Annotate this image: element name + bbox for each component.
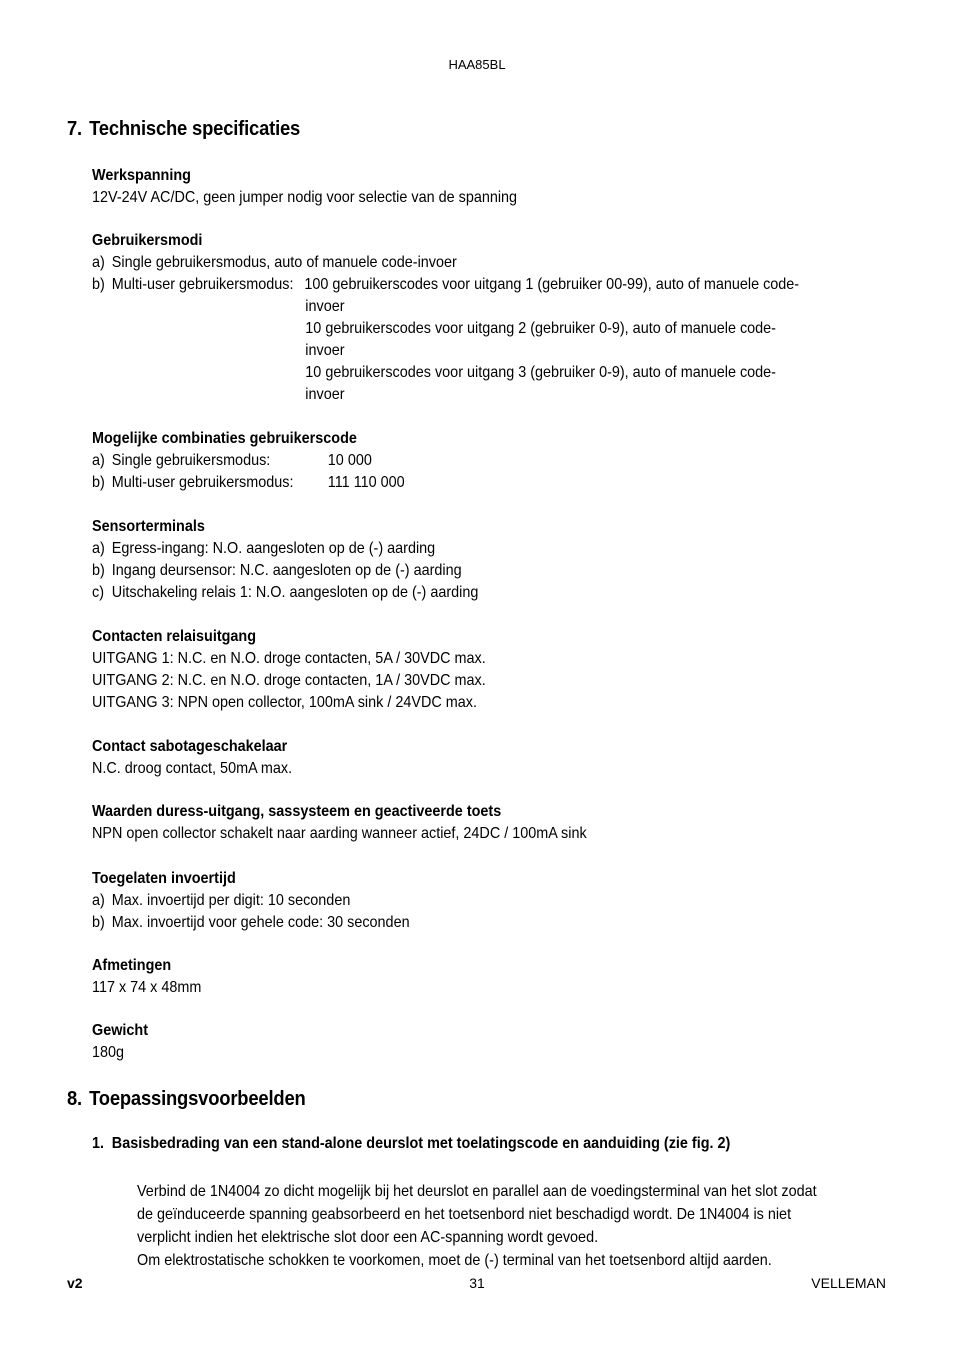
item-label: a) <box>92 254 105 271</box>
gebruikersmodi-item-b <box>92 274 812 296</box>
subsection-1-heading <box>92 1135 730 1153</box>
page-header-code: HAA85BL <box>448 57 506 72</box>
gewicht-block <box>92 1020 892 1064</box>
paragraph-line: Om elektrostatische schokken te voorkomen, moet de (-) terminal van het toetsenbord altijd aarden. <box>137 1252 772 1269</box>
gewicht-title: Gewicht <box>92 1022 149 1039</box>
subsection-1-title: Basisbedrading van een stand-alone deurslot met toelatingscode en aanduiding (zie fig. 2) <box>111 1135 731 1152</box>
combinaties-item-a <box>92 450 812 472</box>
item-key: Multi-user gebruikersmodus: <box>111 276 294 293</box>
item-text: Max. invoertijd voor gehele code: 30 seconden <box>111 914 410 931</box>
item-text: Single gebruikersmodus, auto of manuele code-invoer <box>111 254 457 271</box>
sensorterminals-item <box>92 582 812 604</box>
duress-block <box>92 801 892 845</box>
subsection-1-paragraph <box>137 1180 954 1272</box>
sabotage-text: N.C. droog contact, 50mA max. <box>92 760 293 777</box>
sabotage-title: Contact sabotageschakelaar <box>92 738 288 755</box>
gebruikersmodi-title: Gebruikersmodi <box>92 232 203 249</box>
item-text: Uitschakeling relais 1: N.O. aangesloten op de (-) aarding <box>111 584 479 601</box>
item-key: Multi-user gebruikersmodus: <box>111 474 294 491</box>
gebruikersmodi-b-line-6: invoer <box>305 386 345 403</box>
duress-title: Waarden duress-uitgang, sassysteem en geactiveerde toets <box>92 803 502 820</box>
footer-page-number: 31 <box>469 1275 485 1291</box>
invoertijd-title: Toegelaten invoertijd <box>92 870 236 887</box>
sabotage-block <box>92 736 892 780</box>
relaisuitgang-line: UITGANG 3: NPN open collector, 100mA sink / 24VDC max. <box>92 694 477 711</box>
relaisuitgang-line: UITGANG 1: N.C. en N.O. droge contacten, 5A / 30VDC max. <box>92 650 486 667</box>
gebruikersmodi-block <box>92 230 892 406</box>
footer-brand: VELLEMAN <box>811 1275 886 1291</box>
werkspanning-title: Werkspanning <box>92 167 191 184</box>
item-value: 111 110 000 <box>327 474 405 491</box>
section-8-number: 8. <box>67 1088 82 1110</box>
werkspanning-block <box>92 165 892 209</box>
invoertijd-item <box>92 890 812 912</box>
combinaties-title: Mogelijke combinaties gebruikerscode <box>92 430 357 447</box>
section-7-title: Technische specificaties <box>89 118 301 140</box>
sensorterminals-title: Sensorterminals <box>92 518 205 535</box>
afmetingen-title: Afmetingen <box>92 957 172 974</box>
item-label: b) <box>92 474 105 491</box>
relaisuitgang-block <box>92 626 892 714</box>
item-text: Egress-ingang: N.O. aangesloten op de (-) aarding <box>111 540 436 557</box>
section-8-heading <box>67 1088 306 1111</box>
item-label: a) <box>92 452 105 469</box>
afmetingen-block <box>92 955 892 999</box>
gebruikersmodi-b-line-2: invoer <box>305 298 345 315</box>
paragraph-line: Verbind de 1N4004 zo dicht mogelijk bij het deurslot en parallel aan de voedingsterminal van het slot zodat <box>137 1183 817 1200</box>
combinaties-block <box>92 428 892 494</box>
item-label: a) <box>92 892 105 909</box>
combinaties-item-b <box>92 472 812 494</box>
duress-text: NPN open collector schakelt naar aarding wanneer actief, 24DC / 100mA sink <box>92 825 587 842</box>
invoertijd-block <box>92 868 892 934</box>
item-key: Single gebruikersmodus: <box>111 452 271 469</box>
paragraph-line: verplicht indien het elektrische slot door een AC-spanning wordt gevoed. <box>137 1229 599 1246</box>
invoertijd-item <box>92 912 812 934</box>
item-text: Ingang deursensor: N.C. aangesloten op de (-) aarding <box>111 562 462 579</box>
section-8-title: Toepassingsvoorbeelden <box>89 1088 306 1110</box>
item-label: b) <box>92 276 105 293</box>
gebruikersmodi-b-line-5: 10 gebruikerscodes voor uitgang 3 (gebruiker 0-9), auto of manuele code- <box>305 364 776 381</box>
sensorterminals-block <box>92 516 892 604</box>
item-value: 10 000 <box>327 452 372 469</box>
relaisuitgang-line: UITGANG 2: N.C. en N.O. droge contacten, 1A / 30VDC max. <box>92 672 486 689</box>
sensorterminals-item <box>92 560 812 582</box>
relaisuitgang-title: Contacten relaisuitgang <box>92 628 257 645</box>
gebruikersmodi-b-line-3: 10 gebruikerscodes voor uitgang 2 (gebruiker 0-9), auto of manuele code- <box>305 320 776 337</box>
paragraph-line: de geïnduceerde spanning geabsorbeerd en het toetsenbord niet beschadigd wordt. De 1N4004 is niet <box>137 1206 792 1223</box>
afmetingen-text: 117 x 74 x 48mm <box>92 979 202 996</box>
item-value-line: 100 gebruikerscodes voor uitgang 1 (gebruiker 00-99), auto of manuele code- <box>304 276 800 293</box>
subsection-1-number: 1. <box>92 1135 105 1152</box>
section-7-heading <box>67 118 300 141</box>
item-label: a) <box>92 540 105 557</box>
gebruikersmodi-b-line-4: invoer <box>305 342 345 359</box>
item-label: b) <box>92 914 105 931</box>
item-label: c) <box>92 584 104 601</box>
footer-version: v2 <box>67 1275 83 1291</box>
gebruikersmodi-item-a <box>92 252 812 274</box>
werkspanning-text: 12V-24V AC/DC, geen jumper nodig voor selectie van de spanning <box>92 189 518 206</box>
section-7-number: 7. <box>67 118 82 140</box>
sensorterminals-item <box>92 538 812 560</box>
item-label: b) <box>92 562 105 579</box>
gewicht-text: 180g <box>92 1044 125 1061</box>
item-text: Max. invoertijd per digit: 10 seconden <box>111 892 351 909</box>
